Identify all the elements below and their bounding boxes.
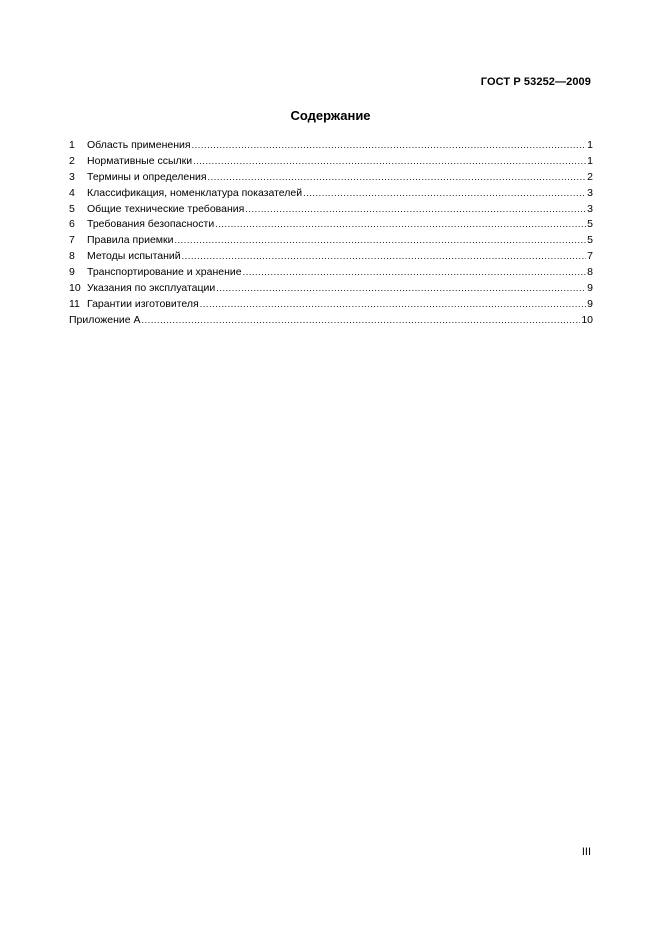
toc-leader-dots [243, 265, 587, 281]
toc-item-6[interactable] [69, 217, 593, 233]
toc-item-title: Классификация, номенклатура показателей [87, 186, 303, 199]
toc-leader-dots [193, 154, 586, 170]
toc-item-page: 9 [587, 282, 593, 295]
toc-item-page: 5 [587, 218, 593, 231]
toc-item-2[interactable] [69, 154, 593, 170]
toc-item-7[interactable] [69, 233, 593, 249]
toc-item-9[interactable] [69, 265, 593, 281]
toc-item-11[interactable] [69, 297, 593, 313]
toc-item-page: 3 [587, 186, 593, 199]
toc-leader-dots [192, 138, 587, 154]
toc-leader-dots [142, 313, 581, 329]
toc-leader-dots [303, 186, 586, 202]
toc-item-number: 9 [69, 266, 75, 279]
toc-item-number: 6 [69, 218, 75, 231]
toc-item-4[interactable] [69, 186, 593, 202]
toc-item-number: 1 [69, 139, 75, 151]
page-number: III [581, 846, 591, 858]
toc-item-1[interactable] [69, 138, 593, 154]
toc-item-page: 7 [587, 250, 593, 263]
toc-item-number: 5 [69, 202, 75, 215]
toc-item-number: 3 [69, 170, 75, 183]
toc-item-3[interactable] [69, 170, 593, 186]
toc-item-page: 9 [587, 297, 593, 310]
toc-item-page: 5 [587, 234, 593, 247]
toc-item-5[interactable] [69, 202, 593, 218]
toc-item-number: 2 [69, 154, 75, 167]
toc-leader-dots [216, 281, 586, 297]
toc-item-page: 10 [581, 313, 593, 326]
toc-item-number: 7 [69, 234, 75, 247]
toc-item-number: 10 [69, 282, 81, 295]
toc-item-title: Указания по эксплуатации [87, 282, 216, 295]
toc-item-title: Гарантии изготовителя [87, 297, 199, 310]
toc-item-title: Правила приемки [87, 234, 174, 247]
toc-item-title: Методы испытаний [87, 250, 181, 263]
toc-item-page: 2 [587, 170, 593, 183]
document-header-standard-code: ГОСТ Р 53252—2009 [480, 76, 591, 88]
toc-item-title: Термины и определения [87, 170, 207, 183]
toc-item-8[interactable] [69, 249, 593, 265]
toc-leader-dots [245, 202, 586, 218]
table-of-contents [69, 138, 593, 329]
toc-leader-dots [215, 217, 586, 233]
toc-leader-dots [174, 233, 586, 249]
toc-item-10[interactable] [69, 281, 593, 297]
toc-item-page: 1 [587, 139, 593, 151]
toc-leader-dots [208, 170, 587, 186]
toc-leader-dots [200, 297, 586, 313]
toc-item-number: 4 [69, 186, 75, 199]
toc-item-number: 8 [69, 250, 75, 263]
toc-item-page: 3 [587, 202, 593, 215]
toc-item-page: 8 [587, 266, 593, 279]
contents-title: Содержание [290, 108, 371, 123]
toc-leader-dots [182, 249, 587, 265]
toc-item-appendix-a[interactable] [69, 313, 593, 329]
toc-item-number: 11 [69, 297, 80, 310]
toc-item-title: Общие технические требования [87, 202, 245, 215]
toc-item-title: Приложение А [69, 313, 141, 326]
toc-item-page: 1 [587, 154, 593, 167]
toc-item-title: Транспортирование и хранение [87, 266, 242, 279]
toc-item-title: Область применения [87, 139, 191, 151]
toc-item-title: Требования безопасности [87, 218, 215, 231]
toc-item-title: Нормативные ссылки [87, 154, 193, 167]
